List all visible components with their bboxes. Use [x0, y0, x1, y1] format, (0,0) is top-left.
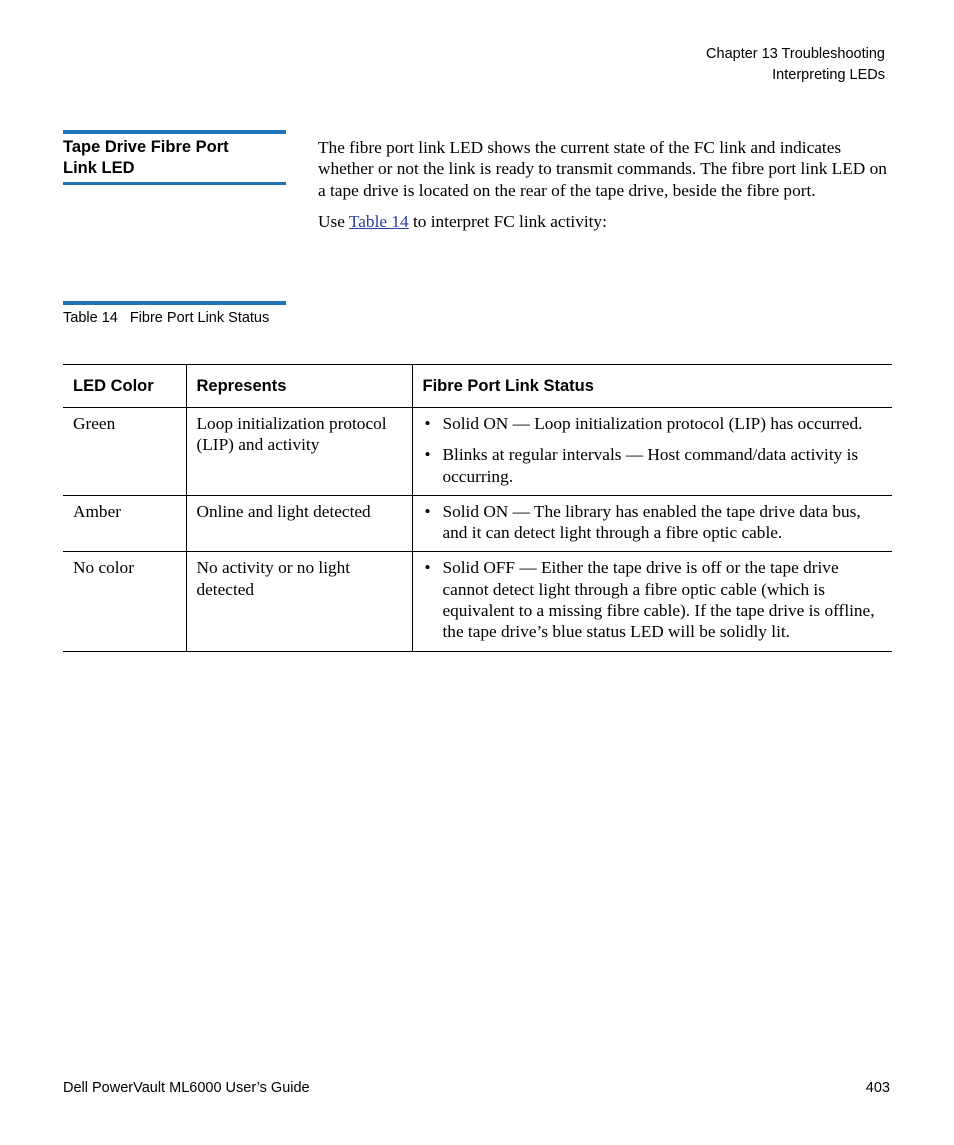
status-bullet: • Solid OFF — Either the tape drive is off or the tape drive cannot detect light through a fibre optic cable (which is equivalent to a missing fibre cable). If the tape drive is offline, the tape drive’s blue status LED will be solidly lit.	[424, 558, 875, 642]
status-bullet: • Solid ON — The library has enabled the tape drive data bus, and it can detect light through a fibre optic cable.	[424, 501, 861, 543]
led-color-cell: No color	[63, 552, 186, 651]
led-color-cell: Green	[63, 408, 186, 496]
chapter-title: Chapter 13 Troubleshooting	[706, 46, 885, 62]
running-header	[706, 44, 885, 85]
represents-cell: Online and light detected	[186, 495, 412, 552]
table-14-link[interactable]: Table 14	[348, 211, 409, 231]
use-suffix: to interpret FC link activity:	[412, 211, 607, 231]
table-caption-title: Fibre Port Link Status	[129, 310, 270, 326]
intro-paragraph: The fibre port link LED shows the current state of the FC link and indicates whether or not the link is ready to transmit commands. The fibre port link LED on a tape drive is located on the rear of the tape drive, beside the fibre port.	[318, 138, 887, 200]
led-color-cell: Amber	[63, 495, 186, 552]
footer-page-number: 403	[865, 1080, 890, 1096]
heading-line-1: Tape Drive Fibre Port	[63, 138, 229, 156]
use-prefix: Use	[318, 211, 345, 231]
represents-cell: Loop initialization protocol (LIP) and activity	[186, 408, 412, 496]
footer-document-title: Dell PowerVault ML6000 User’s Guide	[63, 1080, 310, 1096]
status-cell	[412, 495, 892, 552]
table-row-no-color	[63, 552, 892, 651]
column-header-represents: Represents	[186, 365, 412, 408]
table-caption	[63, 301, 286, 328]
column-header-led-color: LED Color	[63, 365, 186, 408]
section-heading	[63, 130, 286, 185]
status-cell	[412, 408, 892, 496]
table-row-amber	[63, 495, 892, 552]
status-cell	[412, 552, 892, 651]
table-row-green	[63, 408, 892, 496]
status-bullet: • Solid ON — Loop initialization protocol (LIP) has occurred.	[424, 414, 863, 433]
section-title: Interpreting LEDs	[772, 66, 885, 83]
status-bullet: • Blinks at regular intervals — Host command/data activity is occurring.	[424, 445, 859, 486]
column-header-link-status: Fibre Port Link Status	[412, 365, 892, 408]
fibre-port-link-status-table	[63, 364, 892, 652]
table-caption-number: Table 14	[63, 310, 118, 326]
table-header-row	[63, 365, 892, 408]
use-table-sentence	[318, 211, 892, 232]
heading-line-2: Link LED	[63, 158, 135, 177]
intro-text	[318, 137, 892, 232]
represents-cell: No activity or no light detected	[186, 552, 412, 651]
